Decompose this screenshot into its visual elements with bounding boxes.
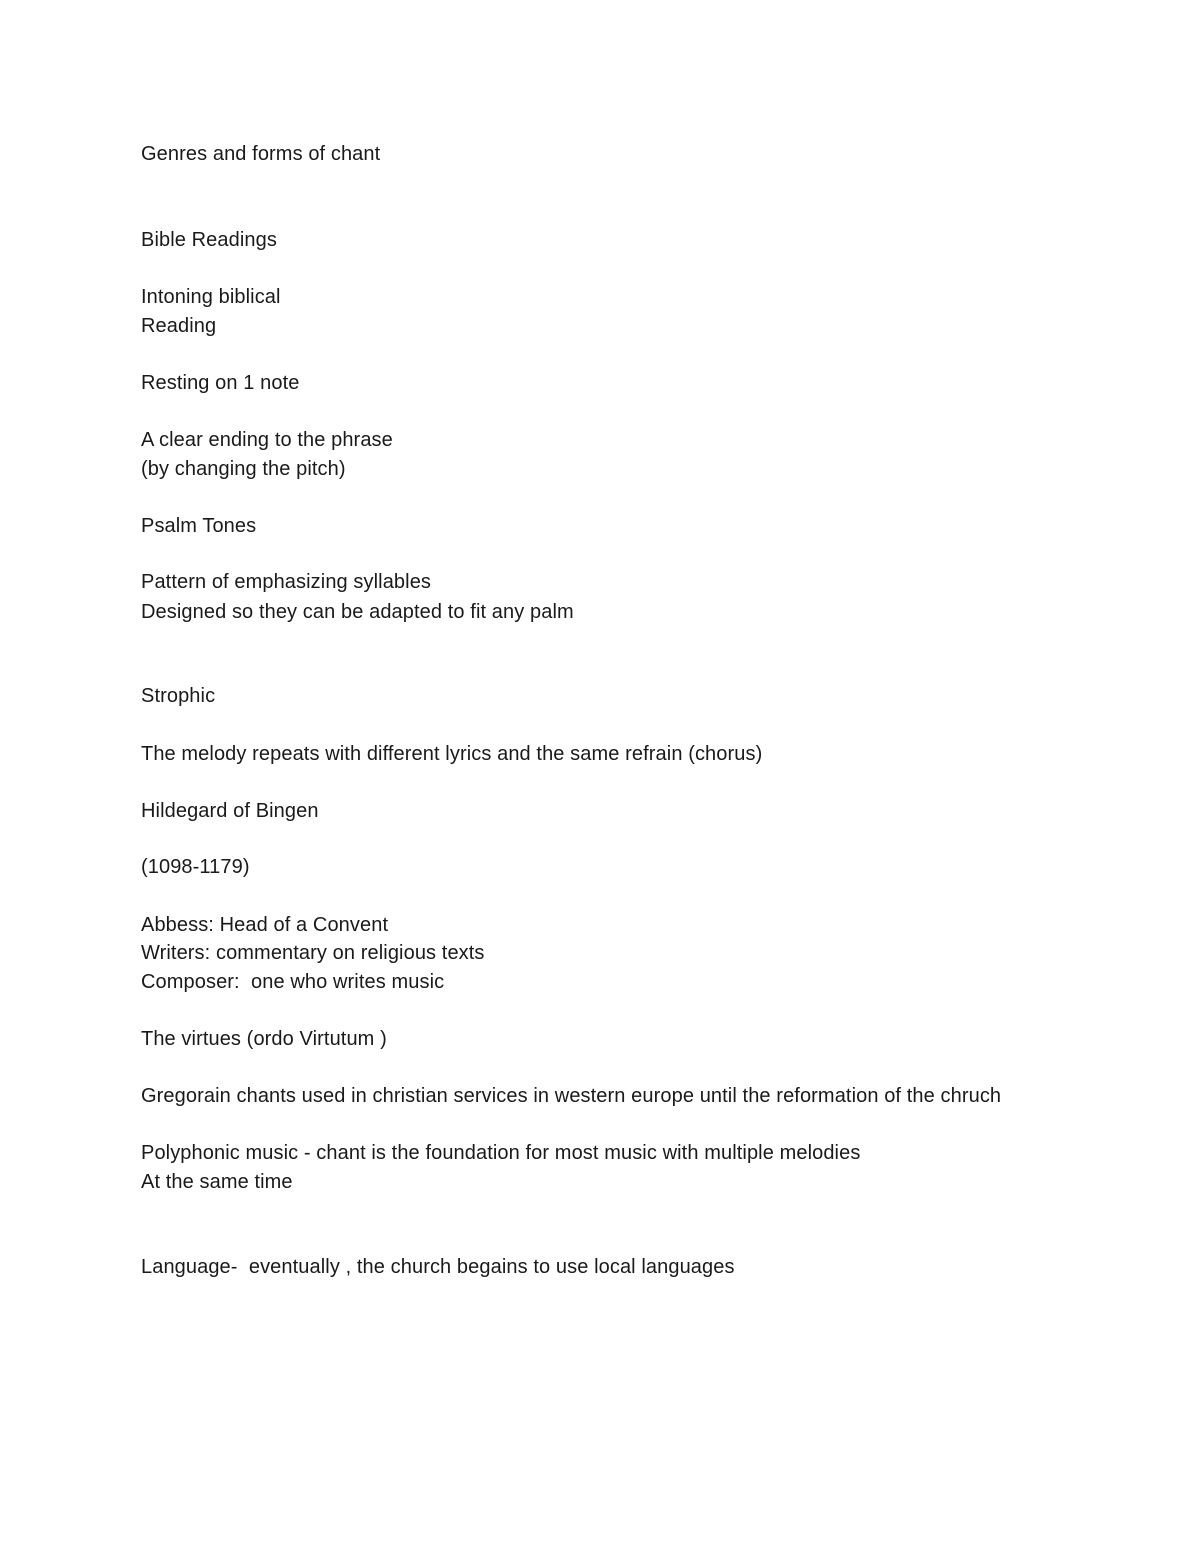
section-heading: Bible Readings bbox=[141, 229, 277, 251]
text-line: Reading bbox=[141, 315, 217, 337]
text-line: Composer: one who writes music bbox=[141, 971, 445, 993]
text-line: Writers: commentary on religious texts bbox=[141, 942, 485, 964]
text-line: Designed so they can be adapted to fit any palm bbox=[141, 601, 574, 623]
section-heading: Hildegard of Bingen bbox=[141, 800, 319, 822]
section-heading: Strophic bbox=[141, 685, 216, 707]
text-line: Intoning biblical bbox=[141, 286, 281, 308]
text-line: The melody repeats with different lyrics and the same refrain (chorus) bbox=[141, 743, 763, 765]
text-line: Resting on 1 note bbox=[141, 372, 300, 394]
text-line: Abbess: Head of a Convent bbox=[141, 914, 389, 936]
text-line: Pattern of emphasizing syllables bbox=[141, 571, 432, 593]
text-line: Language- eventually , the church begains to use local languages bbox=[141, 1256, 735, 1278]
text-line: The virtues (ordo Virtutum ) bbox=[141, 1028, 387, 1050]
text-line: Polyphonic music - chant is the foundation for most music with multiple melodies bbox=[141, 1142, 861, 1164]
document-title: Genres and forms of chant bbox=[141, 143, 381, 165]
text-line: A clear ending to the phrase bbox=[141, 429, 393, 451]
text-line: (by changing the pitch) bbox=[141, 458, 346, 480]
text-line: (1098-1179) bbox=[141, 856, 250, 878]
text-line: Gregorain chants used in christian services in western europe until the reformation of the chruch bbox=[141, 1085, 1002, 1107]
section-heading: Psalm Tones bbox=[141, 515, 257, 537]
text-line: At the same time bbox=[141, 1171, 293, 1193]
